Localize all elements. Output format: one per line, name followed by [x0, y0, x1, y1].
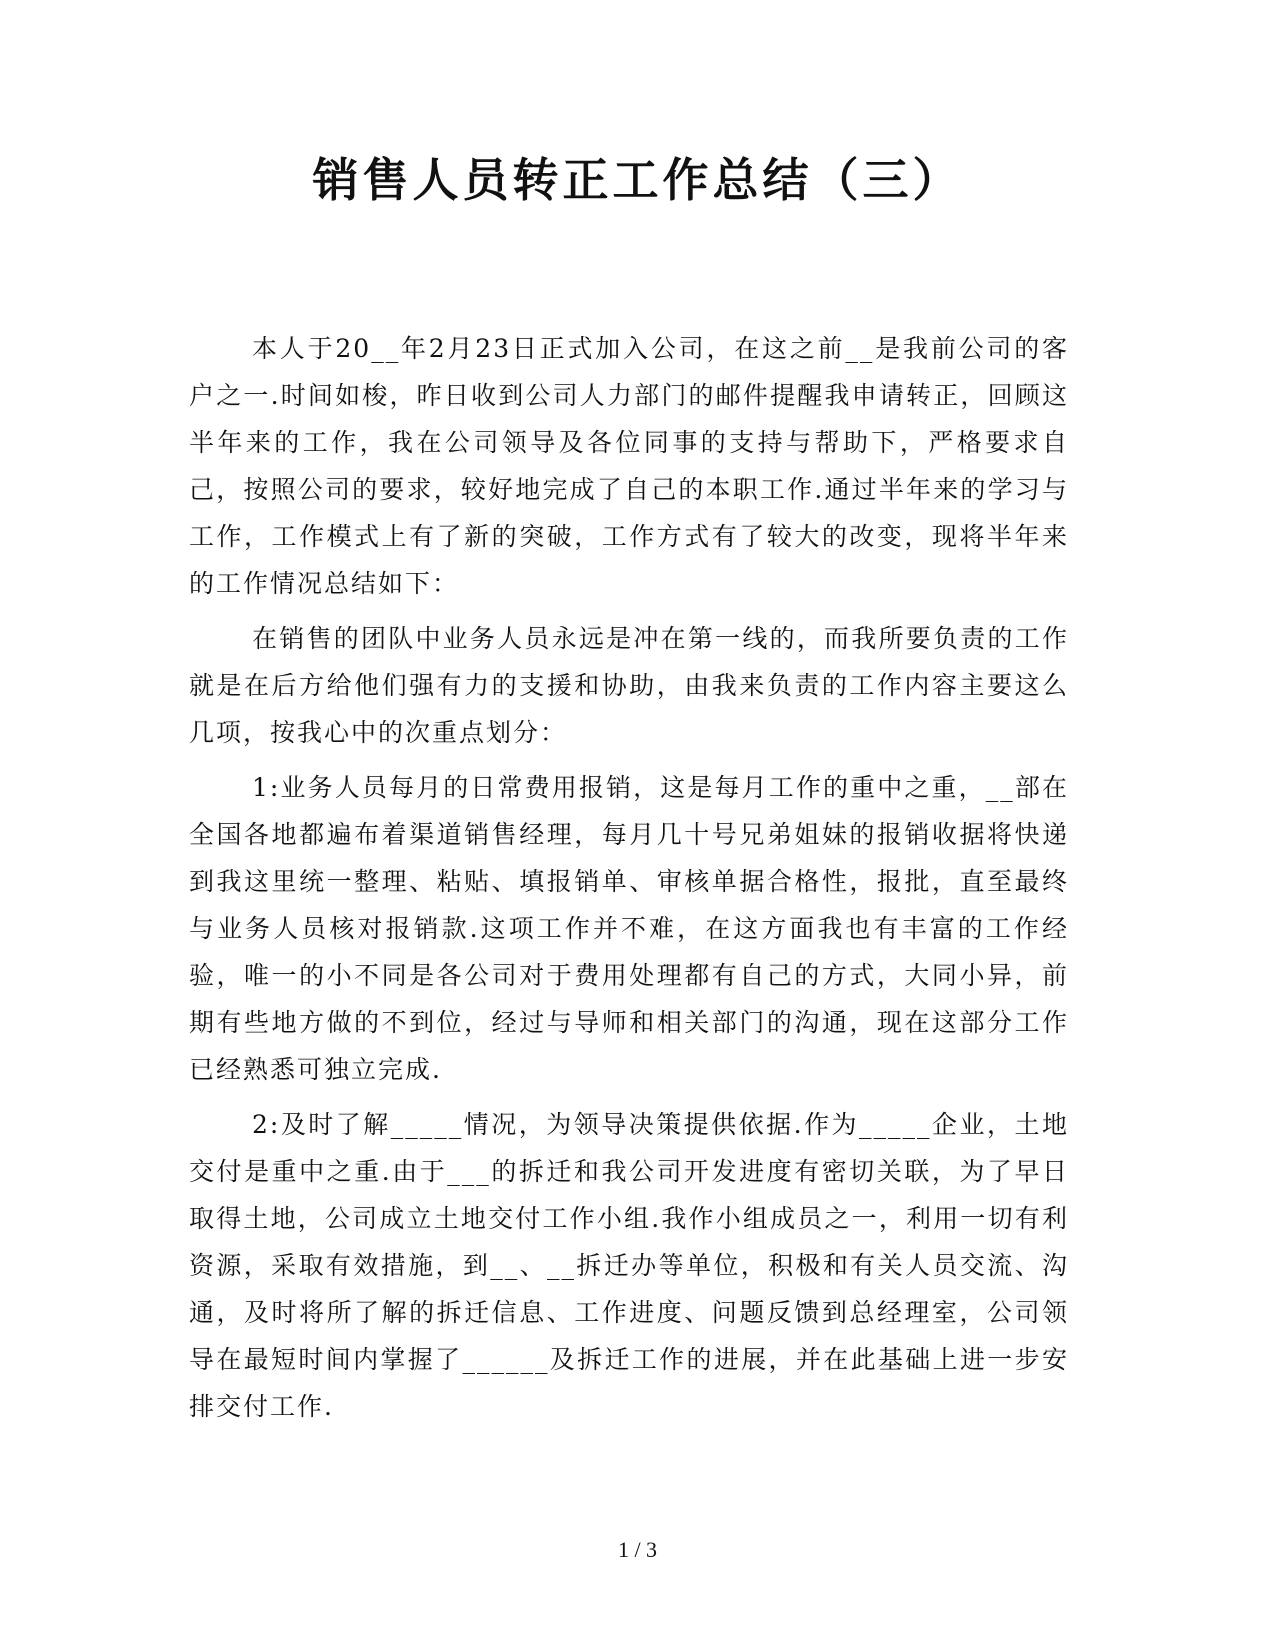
- paragraph-role: 在销售的团队中业务人员永远是冲在第一线的，而我所要负责的工作就是在后方给他们强有力的支援和协助，由我来负责的工作内容主要这么几项，按我心中的次重点划分：: [189, 624, 1069, 747]
- paragraph-intro: 本人于20__年2月23日正式加入公司，在这之前__是我前公司的客户之一.时间如梭，昨日收到公司人力部门的邮件提醒我申请转正，回顾这半年来的工作，我在公司领导及各位同事的支持与帮助下，严格要求自己，按照公司的要求，较好地完成了自己的本职工作.通过半年来的学习与工作，工作模式上有了新的突破，工作方式有了较大的改变，现将半年来的工作情况总结如下：: [189, 334, 1069, 598]
- paragraph-item-2: 2:及时了解_____情况，为领导决策提供依据.作为_____企业，土地交付是重中之重.由于___的拆迁和我公司开发进度有密切关联，为了早日取得土地，公司成立土地交付工作小组.我作小组成员之一，利用一切有利资源，采取有效措施，到__、__拆迁办等单位，积极和有关人员交流、沟通，及时将所了解的拆迁信息、工作进度、问题反馈到总经理室，公司领导在最短时间内掌握了______及拆迁工作的进展，并在此基础上进一步安排交付工作.: [189, 1110, 1069, 1421]
- page-number: 1 / 3: [617, 1537, 658, 1562]
- document-title: 销售人员转正工作总结（三）: [312, 153, 963, 207]
- paragraph-item-1: 1:业务人员每月的日常费用报销，这是每月工作的重中之重，__部在全国各地都遍布着渠道销售经理，每月几十号兄弟姐妹的报销收据将快递到我这里统一整理、粘贴、填报销单、审核单据合格性，报批，直至最终与业务人员核对报销款.这项工作并不难，在这方面我也有丰富的工作经验，唯一的小不同是各公司对于费用处理都有自己的方式，大同小异，前期有些地方做的不到位，经过与导师和相关部门的沟通，现在这部分工作已经熟悉可独立完成.: [189, 773, 1069, 1084]
- document-body: [189, 325, 1069, 1438]
